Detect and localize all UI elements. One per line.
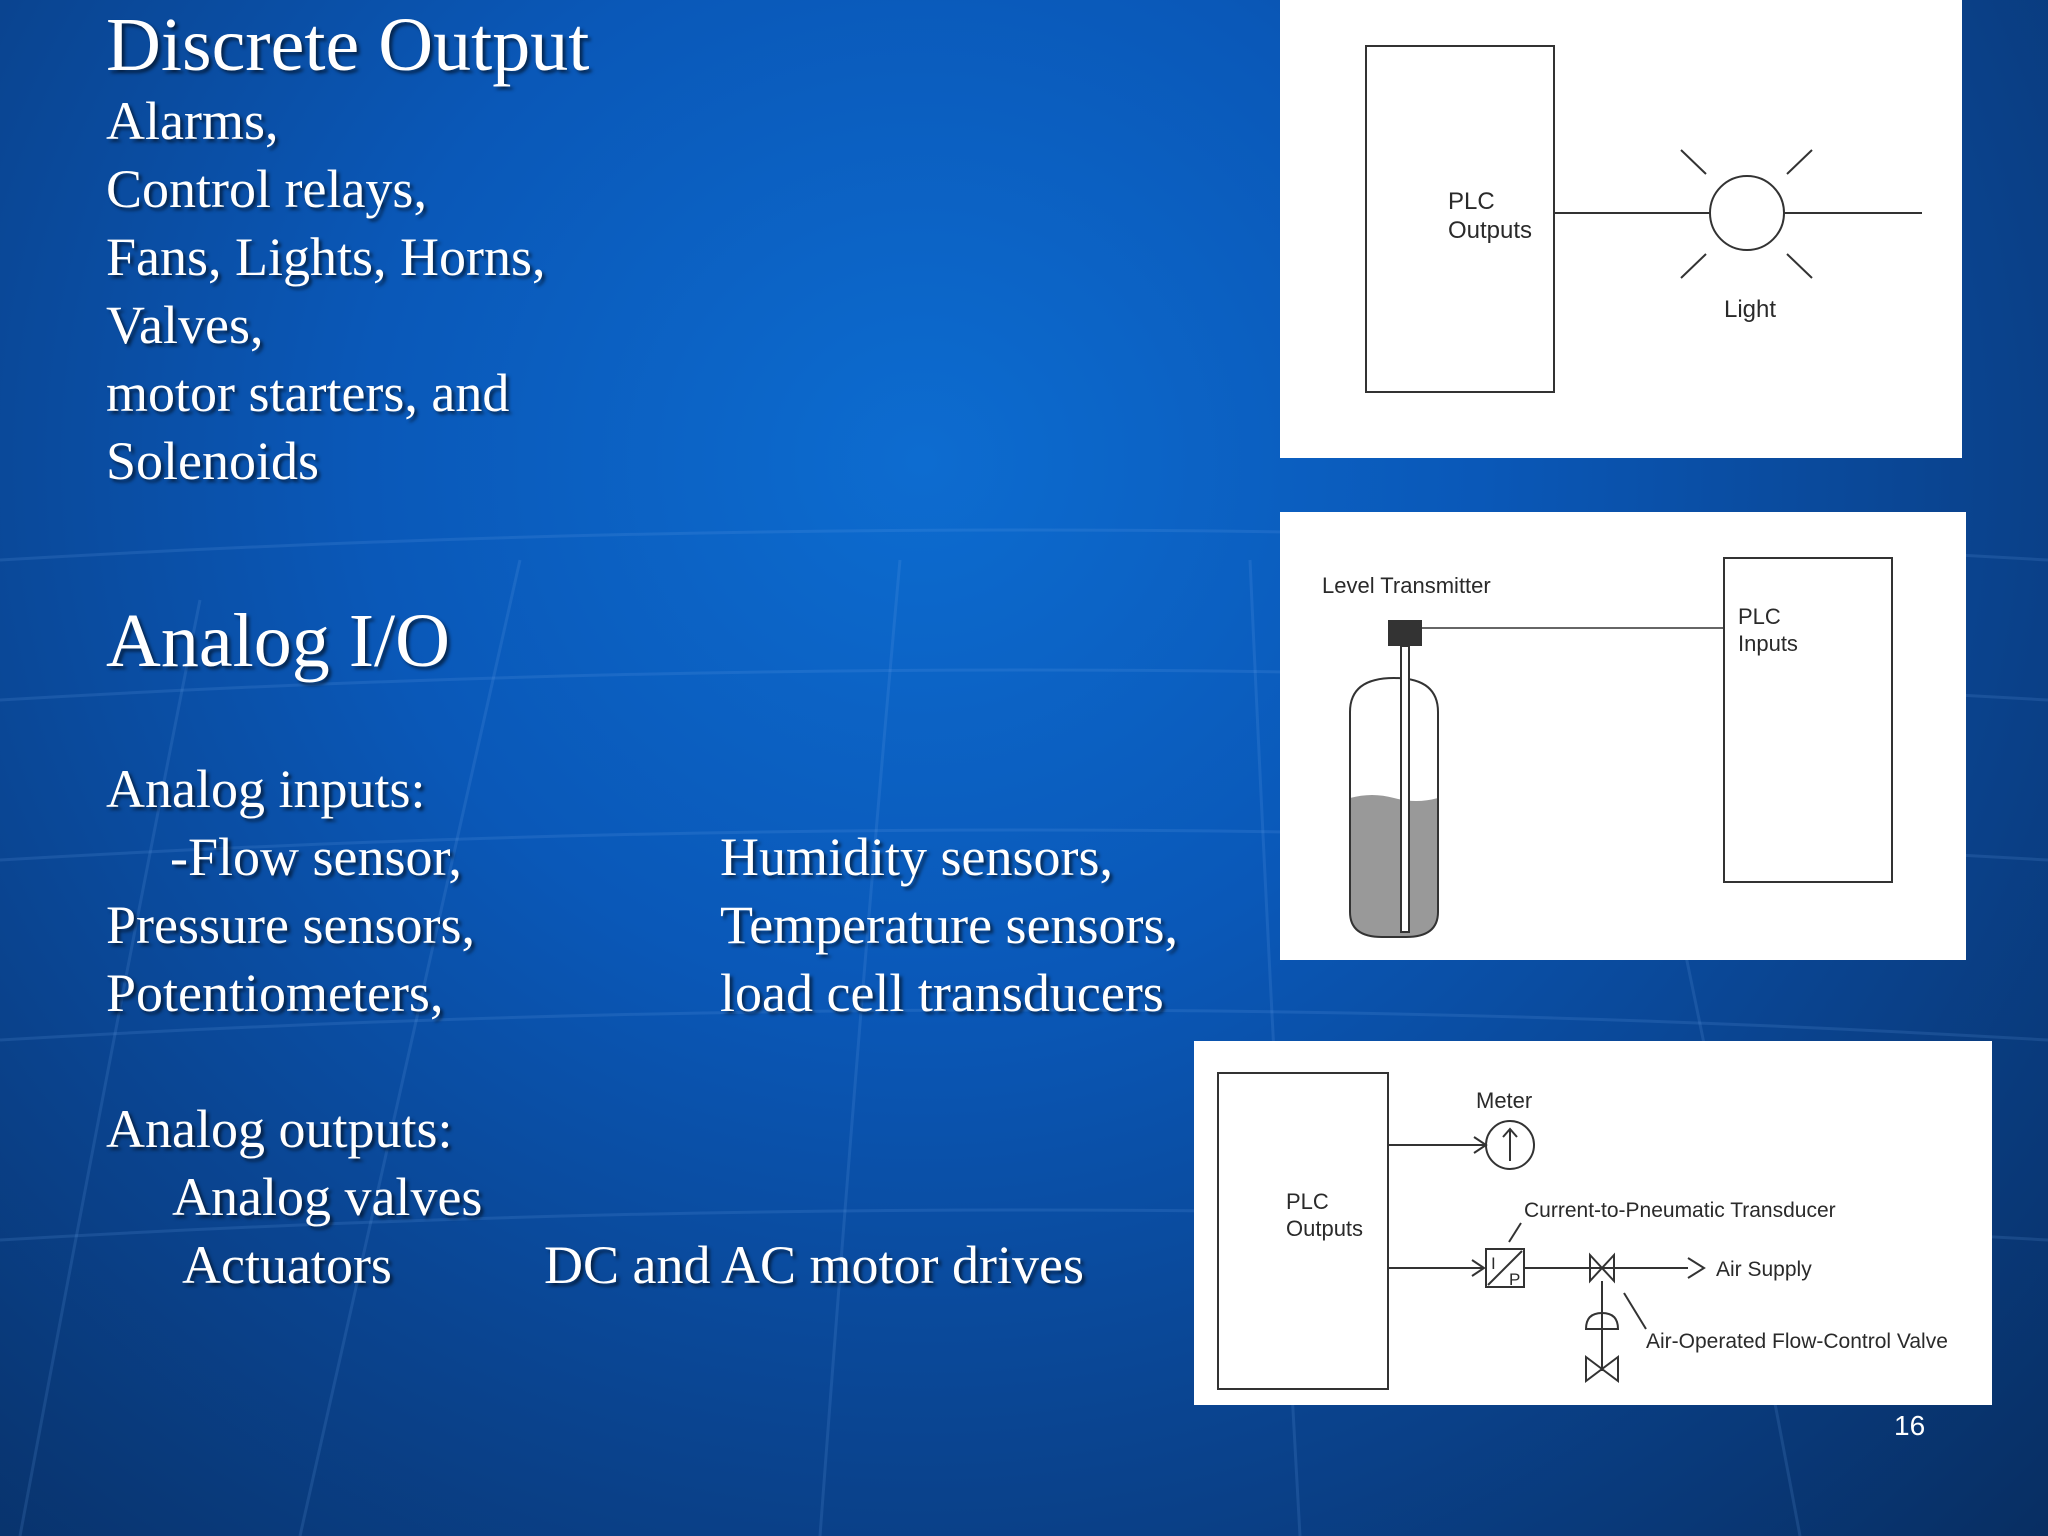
analog-output-actuators: Actuators [182,1235,392,1295]
valve-leader [1624,1293,1646,1329]
transducer-label: Current-to-Pneumatic Transducer [1524,1199,1836,1222]
level-transmitter-head [1388,620,1422,646]
valve-label: Air-Operated Flow-Control Valve [1646,1330,1948,1353]
plc-inputs-label-2: Inputs [1738,631,1798,656]
discrete-item-valves: Valves, [106,295,264,355]
light-bulb-icon [1710,176,1784,250]
diagram-level-transmitter [1280,512,1966,960]
discrete-item-control-relays: Control relays, [106,159,427,219]
plc-inputs-label-1: PLC [1738,604,1781,629]
plc-outputs-label-1: PLC [1448,188,1495,215]
analog-input-flow-sensor: -Flow sensor, [170,827,462,887]
level-transmitter-label: Level Transmitter [1322,573,1491,598]
diagram-analog-outputs [1194,1041,1992,1405]
plc-outputs-label-2: Outputs [1448,217,1533,244]
analog-input-humidity-sensors: Humidity sensors, [720,827,1114,887]
meter-label: Meter [1476,1088,1533,1113]
analog-io-title: Analog I/O [106,599,451,683]
ip-label-p: P [1509,1270,1521,1289]
analog-input-load-cell: load cell transducers [720,963,1164,1023]
transducer-leader [1509,1223,1521,1242]
analog-input-pressure-sensors: Pressure sensors, [106,895,475,955]
analog-output-valves: Analog valves [172,1167,483,1227]
discrete-item-fans-lights-horns: Fans, Lights, Horns, [106,227,546,287]
analog-outputs-heading: Analog outputs: [106,1099,453,1159]
analog-input-potentiometers: Potentiometers, [106,963,444,1023]
analog-input-temperature-sensors: Temperature sensors, [720,895,1179,955]
air-supply-label: Air Supply [1716,1258,1812,1281]
air-supply-arrow [1688,1258,1704,1278]
ip-label-i: I [1491,1254,1496,1273]
discrete-item-alarms: Alarms, [106,91,279,151]
meter-needle [1503,1129,1517,1161]
light-label: Light [1724,296,1777,323]
plc-outputs-2-label-1: PLC [1286,1189,1329,1214]
level-probe [1401,646,1409,932]
discrete-item-motor-starters: motor starters, and [106,363,510,423]
tank-liquid [1350,795,1438,937]
analog-inputs-heading: Analog inputs: [106,759,426,819]
page-number: 16 [1894,1410,1926,1441]
analog-output-motor-drives: DC and AC motor drives [544,1235,1084,1295]
diagram-plc-light [1280,0,1962,458]
discrete-item-solenoids: Solenoids [106,431,320,491]
discrete-output-title: Discrete Output [106,3,590,87]
plc-outputs-2-label-2: Outputs [1286,1216,1364,1241]
